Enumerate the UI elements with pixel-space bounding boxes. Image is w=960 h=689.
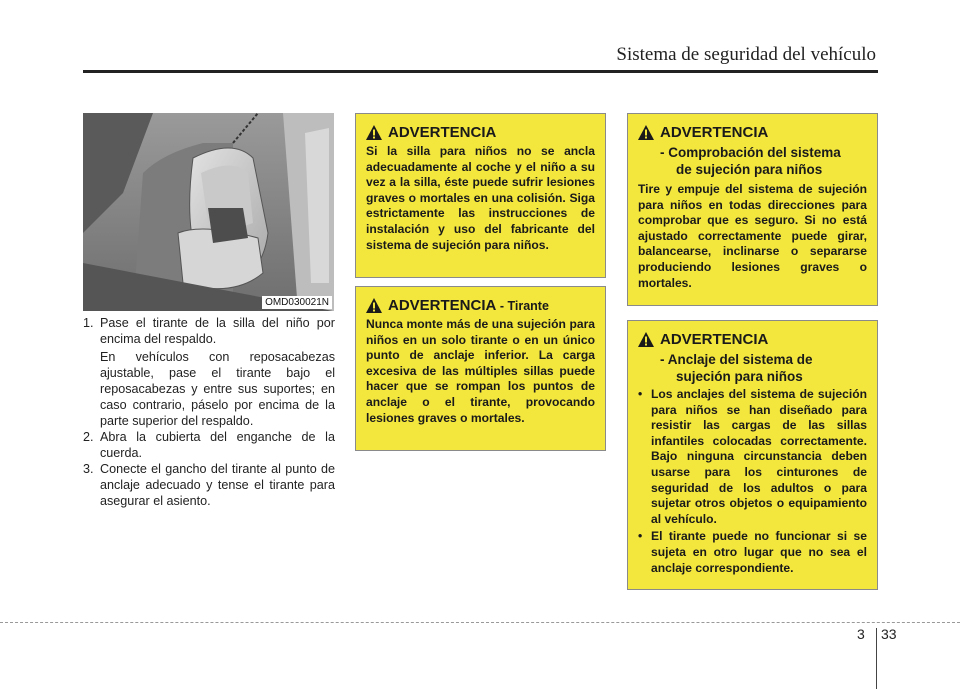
warning-subtitle-line2: de sujeción para niños	[676, 162, 823, 177]
warning-box-anchorage	[627, 320, 878, 590]
warning-triangle-icon	[366, 125, 382, 140]
warning-triangle-icon	[366, 298, 382, 313]
step-number: 1.	[83, 316, 94, 330]
child-seat-illustration	[83, 113, 334, 311]
warning-title: ADVERTENCIA	[388, 297, 497, 314]
warning-box-anchor	[355, 113, 606, 278]
bullet-icon: •	[638, 387, 643, 401]
figure-code: OMD030021N	[262, 296, 332, 309]
warning-bullet	[638, 529, 867, 576]
warning-title: ADVERTENCIA	[660, 124, 769, 141]
step-1	[83, 315, 335, 347]
warning-subtitle	[638, 144, 867, 178]
footer-rule	[0, 622, 960, 623]
step-3	[83, 461, 335, 509]
installation-steps	[83, 315, 335, 509]
step-text: Abra la cubierta del enganche de la cuerda.	[100, 430, 335, 460]
step-text: Conecte el gancho del tirante al punto de anclaje adecuado y tense el tirante para asegurar el asiento.	[100, 462, 335, 508]
warning-subtitle-line1: - Comprobación del sistema	[660, 145, 841, 160]
warning-title: ADVERTENCIA	[388, 124, 497, 141]
chapter-number: 3	[857, 626, 865, 642]
warning-bullet-text: Los anclajes del sistema de sujeción para niños se han diseñado para resistir las cargas de las sillas infantiles colocadas correctamente. Bajo ninguna circunstancia deben usarse para los cinturones de seguridad de los adultos o para sujetar otros objetos o equipamiento al vehículo.	[651, 387, 867, 526]
page-number: 33	[881, 626, 897, 642]
warning-subtitle	[638, 351, 867, 385]
step-number: 2.	[83, 430, 94, 444]
step-1-note: En vehículos con reposacabezas ajustable, pase el tirante bajo el reposacabezas y entre sus suportes; en caso contrario, páselo por encima de la parte superior del respaldo.	[100, 350, 335, 428]
bullet-icon: •	[638, 529, 643, 544]
step-text: Pase el tirante de la silla del niño por encima del respaldo.	[100, 316, 335, 346]
warning-title-suffix: - Tirante	[496, 299, 549, 313]
warning-bullet-list	[638, 387, 867, 576]
step-number: 3.	[83, 462, 94, 476]
child-seat-photo	[83, 113, 334, 311]
warning-body: Si la silla para niños no se ancla adecuadamente al coche y el niño a su vez a la silla, éste puede sufrir lesiones graves o mortales en una colisión. Siga estrictamente las instrucciones de instalación y uso del fabricante del sistema de sujeción para niños.	[366, 144, 595, 252]
warning-body: Tire y empuje del sistema de sujeción para niños en todas direcciones para comprobar que es seguro. Si no está ajustado correctamente puede girar, balancearse, inclinarse o separarse produciendo lesiones graves o mortales.	[638, 182, 867, 290]
step-2	[83, 429, 335, 461]
warning-subtitle-line1: - Anclaje del sistema de	[660, 352, 813, 367]
warning-box-check	[627, 113, 878, 306]
header-title: Sistema de seguridad del vehículo	[616, 44, 876, 65]
warning-subtitle-line2: sujeción para niños	[676, 369, 803, 384]
warning-box-tether	[355, 286, 606, 451]
warning-bullet-text: El tirante puede no funcionar si se sujeta en otro lugar que no sea el anclaje correspondiente.	[651, 529, 867, 575]
warning-triangle-icon	[638, 332, 654, 347]
warning-triangle-icon	[638, 125, 654, 140]
warning-body: Nunca monte más de una sujeción para niños en un solo tirante o en un único punto de anclaje inferior. La carga excesiva de las múltiples sillas puede hacer que se rompan los puntos de anclaje o el tirante, provocando lesiones graves o mortales.	[366, 317, 595, 425]
warning-title: ADVERTENCIA	[660, 331, 769, 348]
warning-bullet	[638, 387, 867, 527]
header-rule	[83, 70, 878, 73]
footer-divider	[876, 628, 877, 689]
